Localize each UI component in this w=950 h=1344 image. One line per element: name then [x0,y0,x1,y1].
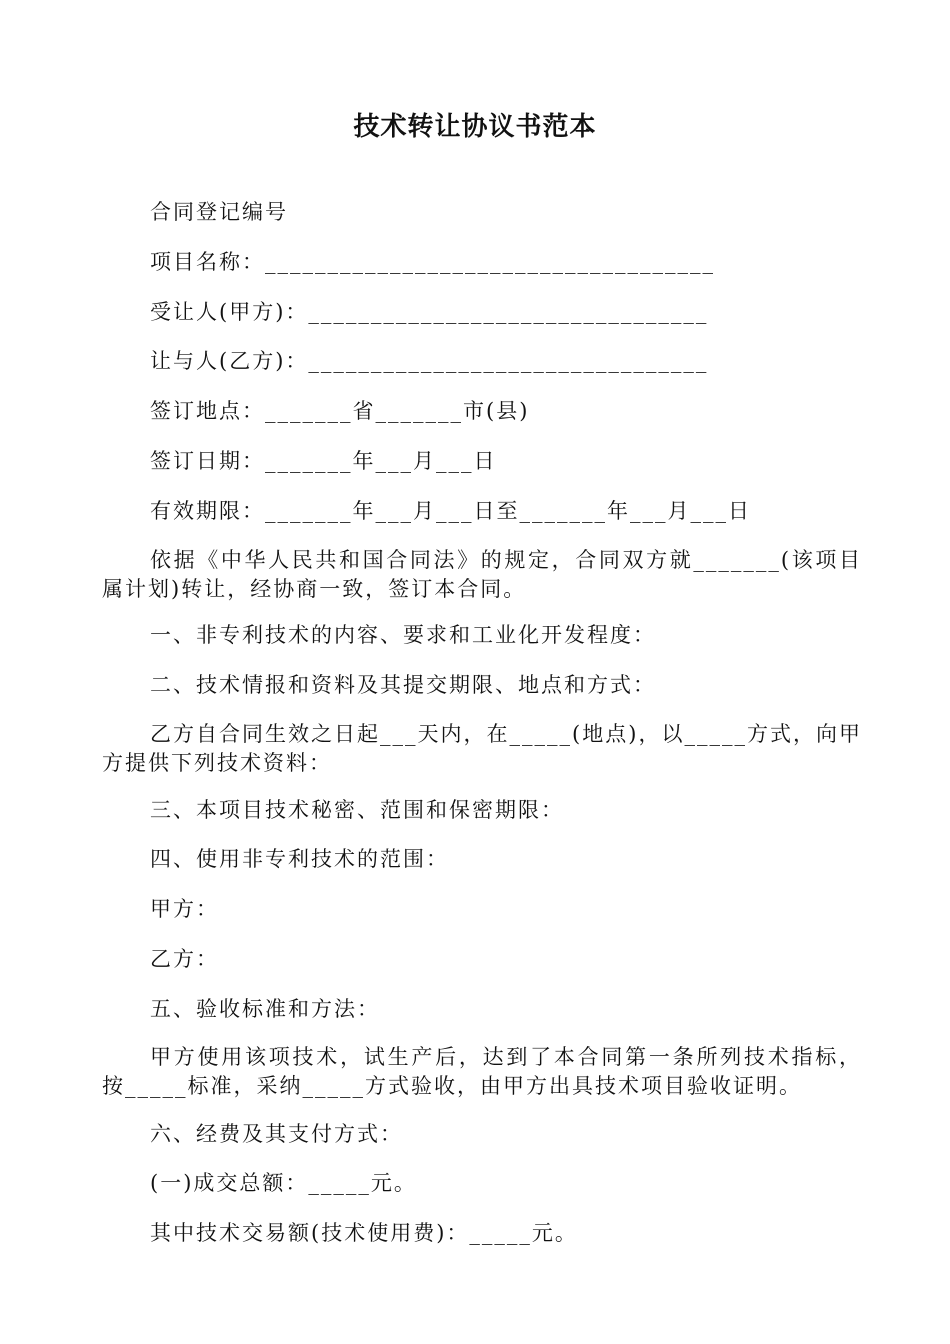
transferor-line: 让与人(乙方)：________________________________ [150,349,709,373]
total-amount-line: (一)成交总额：_____元。 [150,1171,417,1195]
document-title: 技术转让协议书范本 [353,112,597,142]
party-b-line: 乙方： [150,947,219,971]
contract-registration-number: 合同登记编号 [150,200,288,224]
transferee-line: 受让人(甲方)：________________________________ [150,300,709,324]
section-5-body: 甲方使用该项技术，试生产后，达到了本合同第一条所列技术指标，按_____标准，采纳_____方式验收，由甲方出具技术项目验收证明。 [102,1045,862,1098]
tech-fee-line: 其中技术交易额(技术使用费)：_____元。 [150,1221,578,1245]
section-1-heading: 一、非专利技术的内容、要求和工业化开发程度： [150,623,656,647]
section-2-heading: 二、技术情报和资料及其提交期限、地点和方式： [150,673,656,697]
section-5-heading: 五、验收标准和方法： [150,997,380,1021]
signing-date-line: 签订日期：_______年___月___日 [150,449,497,473]
project-name-line: 项目名称：____________________________________ [150,250,715,274]
signing-place-line: 签订地点：_______省_______市(县) [150,399,530,423]
section-6-heading: 六、经费及其支付方式： [150,1122,403,1146]
section-4-heading: 四、使用非专利技术的范围： [150,847,449,871]
section-3-heading: 三、本项目技术秘密、范围和保密期限： [150,798,564,822]
intro-paragraph: 依据《中华人民共和国合同法》的规定，合同双方就_______(该项目属计划)转让，经协商一致，签订本合同。 [102,548,862,601]
section-2-body: 乙方自合同生效之日起___天内，在_____(地点)，以_____方式，向甲方提供下列技术资料： [102,722,862,775]
validity-period-line: 有效期限：_______年___月___日至_______年___月___日 [150,499,751,523]
party-a-line: 甲方： [150,897,219,921]
